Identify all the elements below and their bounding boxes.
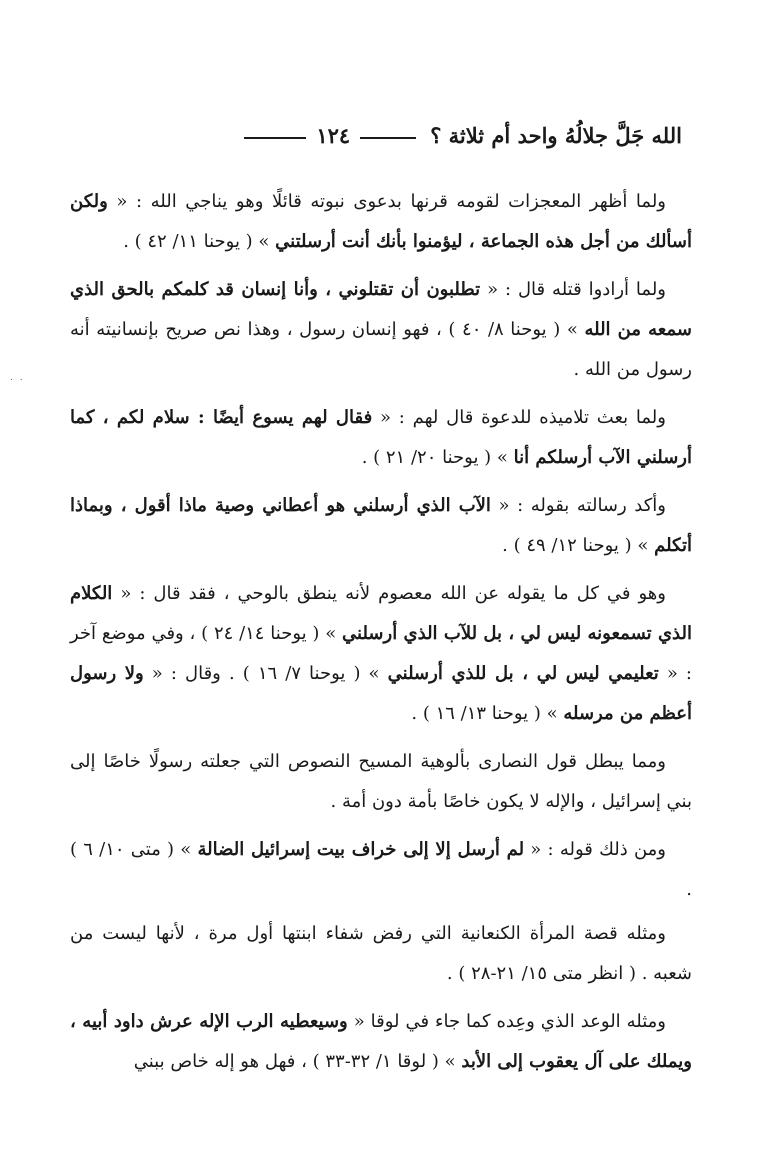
paragraph-text: » ( يوحنا ١٣/ ١٦ ) .	[411, 703, 564, 724]
paragraph	[70, 486, 692, 566]
paragraph	[70, 742, 692, 822]
paragraph	[70, 914, 692, 994]
header-rule-left	[244, 137, 306, 139]
paragraph-text: » ( متى ١٠/ ٦ ) .	[70, 839, 692, 900]
paragraph-text: وهو في كل ما يقوله عن الله معصوم لأنه ينطق بالوحي ، فقد قال : «	[112, 583, 666, 604]
page-header	[82, 118, 682, 152]
paragraph-text: ولما بعث تلاميذه للدعوة قال لهم : «	[372, 407, 666, 428]
paragraph-text: ومثله قصة المرأة الكنعانية التي رفض شفاء ابنتها أول مرة ، لأنها ليست من شعبه . ( انظر متى ١٥/ ٢١-٢٨ ) .	[70, 923, 692, 984]
paragraph	[70, 830, 692, 910]
paragraph-text: ولما أرادوا قتله قال : «	[480, 279, 666, 300]
paragraph	[70, 398, 692, 478]
quoted-text: تطلبون أن تقتلوني ، وأنا إنسان قد كلمكم بالحق الذي سمعه من الله	[70, 279, 692, 340]
quoted-text: لم أرسل إلا إلى خراف بيت إسرائيل الضالة	[197, 839, 525, 860]
paragraph-text: وأكد رسالته بقوله : «	[490, 495, 666, 516]
paragraph-text: ولما أظهر المعجزات لقومه قرنها بدعوى نبوته قائلًا وهو يناجي الله : «	[107, 191, 666, 212]
margin-dots: . .	[10, 373, 25, 383]
page-body	[70, 182, 692, 1090]
paragraph	[70, 574, 692, 734]
paragraph-text: » ( لوقا ١/ ٣٢-٣٣ ) ، فهل هو إله خاص ببني	[133, 1051, 462, 1072]
quoted-text: فقال لهم يسوع أيضًا : سلام لكم ، كما أرسلني الآب أرسلكم أنا	[70, 407, 692, 468]
quoted-text: ولكن أسألك من أجل هذه الجماعة ، ليؤمنوا بأنك أنت أرسلتني	[70, 191, 692, 252]
paragraph-text: » ( يوحنا ١٤/ ٢٤ ) ، وفي موضع آخر : «	[70, 623, 692, 684]
quoted-text: الآب الذي أرسلني هو أعطاني وصية ماذا أقول ، وبماذا أتكلم	[70, 495, 692, 556]
paragraph-text: » ( يوحنا ١١/ ٤٢ ) .	[123, 231, 276, 252]
header-rule-right	[360, 137, 416, 139]
paragraph-text: ومن ذلك قوله : «	[524, 839, 666, 860]
paragraph	[70, 1002, 692, 1082]
quoted-text: وسيعطيه الرب الإله عرش داود أبيه ، ويملك على آل يعقوب إلى الأبد	[70, 1011, 692, 1072]
quoted-text: تعليمي ليس لي ، بل للذي أرسلني	[387, 663, 659, 684]
page-number: ١٢٤	[316, 122, 351, 148]
paragraph	[70, 182, 692, 262]
paragraph	[70, 270, 692, 390]
paragraph-text: ومما يبطل قول النصارى بألوهية المسيح النصوص التي جعلته رسولًا خاصًا إلى بني إسرائيل ، والإله لا يكون خاصًا بأمة دون أمة .	[70, 751, 692, 812]
paragraph-text: » ( يوحنا ١٢/ ٤٩ ) .	[502, 535, 655, 556]
quoted-text: ولا رسول أعظم من مرسله	[70, 663, 692, 724]
paragraph-text: » ( يوحنا ٨/ ٤٠ ) ، فهو إنسان رسول ، وهذا نص صريح بإنسانيته أنه رسول من الله .	[70, 319, 692, 380]
quoted-text: الكلام الذي تسمعونه ليس لي ، بل للآب الذي أرسلني	[70, 583, 692, 644]
paragraph-text: » ( يوحنا ٧/ ١٦ ) . وقال : «	[143, 663, 388, 684]
running-title: الله جَلَّ جلالُهُ واحد أم ثلاثة ؟	[430, 122, 682, 148]
paragraph-text: » ( يوحنا ٢٠/ ٢١ ) .	[361, 447, 514, 468]
paragraph-text: ومثله الوعد الذي وعِده كما جاء في لوقا «	[347, 1011, 666, 1032]
